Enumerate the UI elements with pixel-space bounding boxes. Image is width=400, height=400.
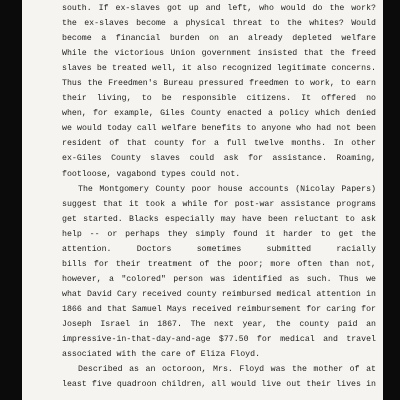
text-line: While the victorious Union government insisted that the freed (62, 49, 376, 59)
document-body (62, 1, 376, 392)
text-line: however, a "colored" person was identified as such. Thus we (62, 274, 376, 284)
text-line: Joseph Israel in 1867. The next year, the county paid an (62, 319, 376, 329)
paragraph (62, 182, 376, 363)
paragraph (62, 362, 376, 392)
text-line: Thus the Freedmen's Bureau pressured freedmen to work, to earn (62, 79, 376, 89)
text-line: what David Cary received county reimbursed medical attention in (62, 289, 376, 299)
text-line: become a financial burden on an already depleted welfare (62, 34, 376, 44)
text-line: suggest that it took a while for post-war assistance programs (62, 199, 376, 209)
text-line: get started. Blacks especially may have been reluctant to ask (62, 214, 376, 224)
text-line: The Montgomery County poor house accounts (Nicolay Papers) (78, 184, 376, 194)
text-line: slaves be treated well, it also recognized legitimate concerns. (62, 64, 376, 74)
text-line: their living, to be responsible citizens. It offered no (62, 94, 376, 104)
text-line: associated with the care of Eliza Floyd. (62, 350, 261, 360)
text-line: 1866 and that Samuel Mays received reimbursement for caring for (62, 304, 376, 314)
text-line: south. If ex-slaves got up and left, who would do the work? (62, 4, 376, 13)
text-line: attention. Doctors sometimes submitted racially (62, 244, 376, 254)
paragraph (62, 1, 376, 182)
text-line: bills for their treatment of the poor; more often than not, (62, 259, 376, 269)
text-line: Described as an octoroon, Mrs. Floyd was the mother of at (78, 365, 376, 375)
text-line: help -- or perhaps they simply found it harder to get the (62, 229, 376, 239)
text-line: impressive-in-that-day-and-age $77.50 for medical and travel (62, 335, 376, 345)
text-line: we would today call welfare benefits to anyone who had not been (62, 124, 376, 134)
document-page (22, 0, 383, 400)
text-line: ex-Giles County slaves could ask for assistance. Roaming, (62, 154, 376, 164)
text-line: the ex-slaves become a physical threat to the whites? Would (62, 19, 376, 29)
text-line: resident of that county for a full twelve months. In other (62, 139, 376, 149)
text-line: footloose, vagabond types could not. (62, 169, 241, 179)
text-line: least five quadroon children, all would live out their lives in (62, 380, 376, 390)
text-line: when, for example, Giles County enacted a policy which denied (62, 109, 376, 119)
